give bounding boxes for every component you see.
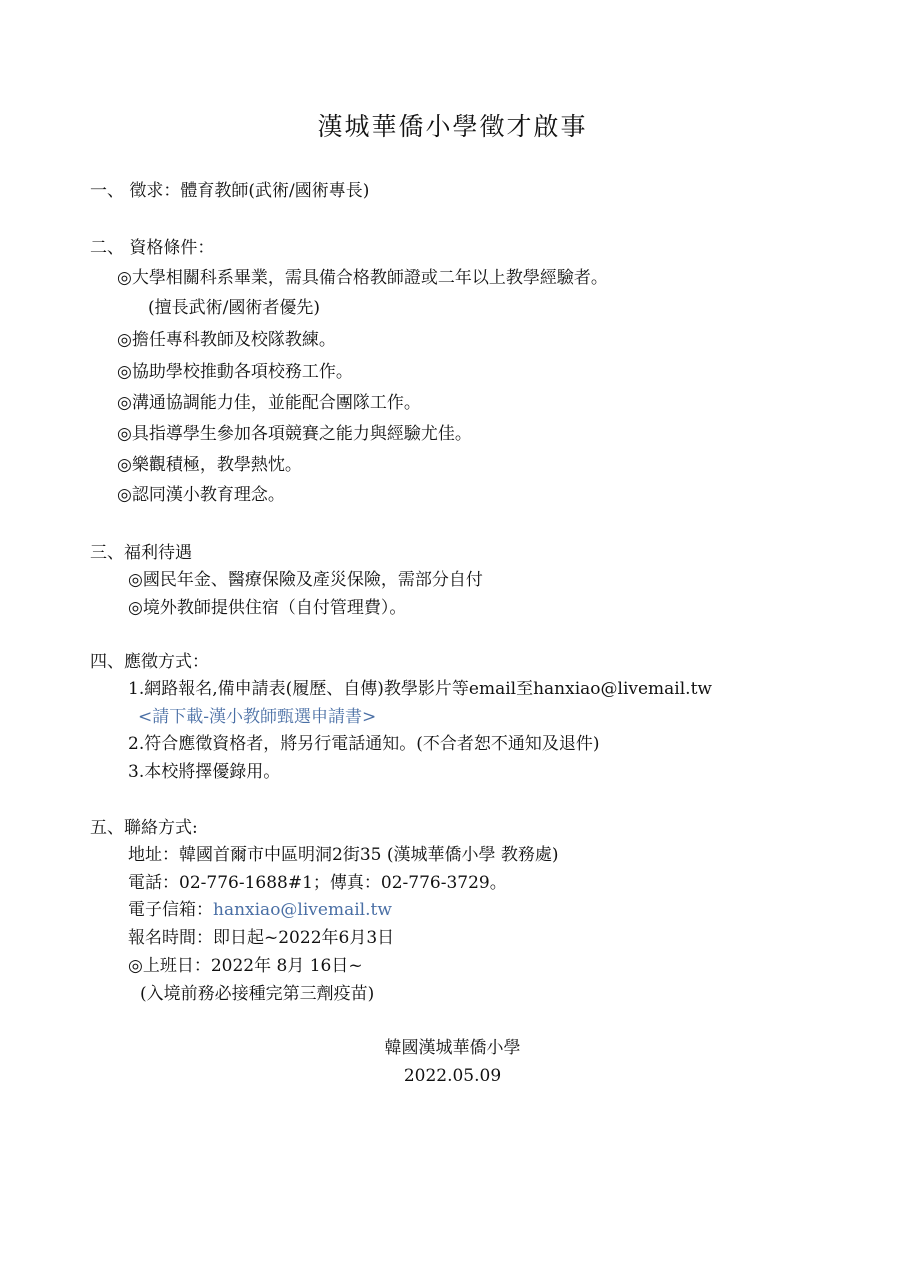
page-title: 漢城華僑小學徵才啟事 <box>317 112 588 141</box>
contact-address: 地址：韓國首爾市中區明洞2街35 (漢城華僑小學 教務處) <box>128 845 559 865</box>
apply-step-2: 2.符合應徵資格者，將另行電話通知。(不合者恕不通知及退件) <box>128 734 600 754</box>
contact-email-label: 電子信箱： <box>128 900 213 920</box>
qualification-item: ◎具指導學生參加各項競賽之能力與經驗尤佳。 <box>117 424 472 444</box>
application-deadline: 報名時間：即日起~2022年6月3日 <box>128 928 395 948</box>
signature-date: 2022.05.09 <box>403 1066 502 1086</box>
qualification-item: ◎認同漢小教育理念。 <box>117 485 285 505</box>
contact-email-link[interactable]: hanxiao@livemail.tw <box>213 900 392 920</box>
qualification-note: (擅長武術/國術者優先) <box>148 298 320 318</box>
start-date: ◎上班日：2022年 8月 16日~ <box>128 956 363 976</box>
signature-school: 韓國漢城華僑小學 <box>384 1038 521 1058</box>
qualification-item: ◎協助學校推動各項校務工作。 <box>117 362 353 382</box>
section-5-heading: 五、聯絡方式: <box>90 818 198 838</box>
vaccine-note: (入境前務必接種完第三劑疫苗) <box>140 984 375 1004</box>
contact-email-row <box>128 900 392 920</box>
apply-step-1: 1.網路報名,備申請表(履歷、自傳)教學影片等email至hanxiao@livemail.tw <box>128 679 712 699</box>
contact-phone: 電話：02-776-1688#1；傳真：02-776-3729。 <box>128 873 507 893</box>
benefit-item: ◎國民年金、醫療保險及產災保險，需部分自付 <box>128 570 483 590</box>
qualification-item: ◎擔任專科教師及校隊教練。 <box>117 330 336 350</box>
section-2-heading: 二、 資格條件： <box>90 238 215 258</box>
section-1-heading: 一、 徵求：體育教師(武術/國術專長) <box>90 181 370 201</box>
benefit-item: ◎境外教師提供住宿（自付管理費）。 <box>128 598 407 618</box>
download-application-link[interactable]: <請下載-漢小教師甄選申請書> <box>138 707 377 727</box>
qualification-item: ◎樂觀積極，教學熱忱。 <box>117 455 302 475</box>
apply-step-3: 3.本校將擇優錄用。 <box>128 762 281 782</box>
qualification-item: ◎溝通協調能力佳，並能配合團隊工作。 <box>117 393 421 413</box>
qualification-item: ◎大學相關科系畢業，需具備合格教師證或二年以上教學經驗者。 <box>117 268 608 288</box>
section-4-heading: 四、應徵方式： <box>90 652 209 672</box>
section-3-heading: 三、福利待遇 <box>90 543 192 563</box>
